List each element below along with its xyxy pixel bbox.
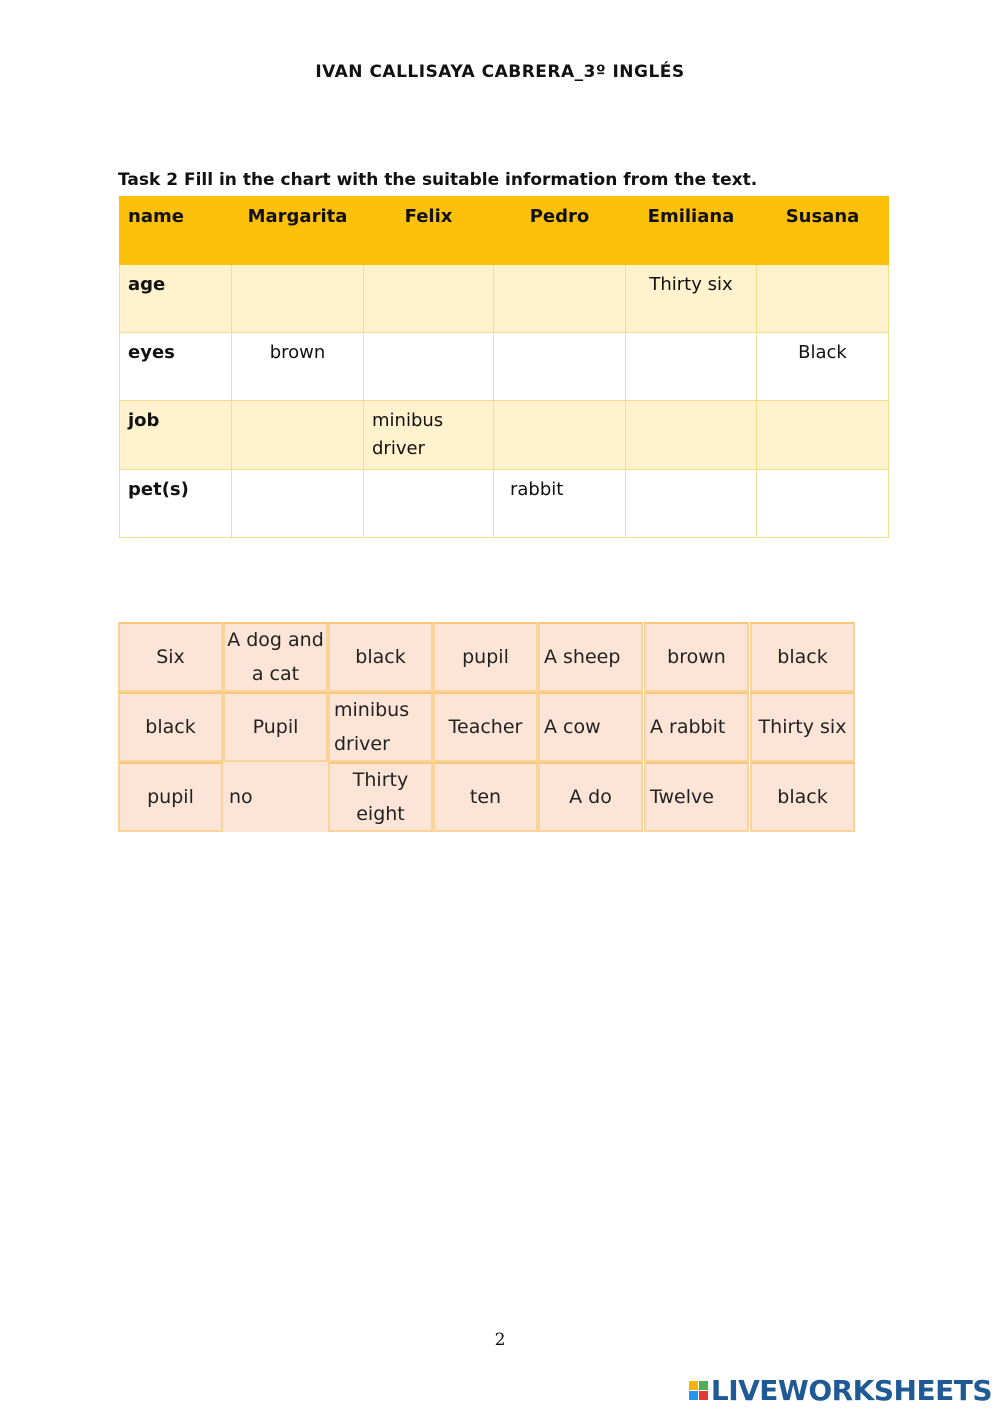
document-title: IVAN CALLISAYA CABRERA_3º INGLÉS — [315, 62, 685, 82]
answer-cell[interactable] — [626, 333, 757, 401]
answer-tile-bank — [118, 622, 858, 834]
answer-cell[interactable]: Thirty six — [626, 265, 757, 333]
answer-cell[interactable] — [364, 470, 494, 538]
answer-tile[interactable]: Six — [118, 622, 223, 692]
answer-cell[interactable] — [757, 470, 889, 538]
row-label: job — [120, 401, 232, 470]
chart-row-eyes — [120, 333, 889, 401]
answer-cell[interactable] — [494, 265, 626, 333]
answer-cell[interactable] — [232, 265, 364, 333]
information-chart — [119, 196, 889, 538]
answer-tile[interactable]: Pupil — [223, 692, 328, 762]
answer-cell[interactable] — [364, 333, 494, 401]
page-number: 2 — [494, 1330, 506, 1350]
header-cell: Felix — [364, 197, 494, 265]
header-cell: Pedro — [494, 197, 626, 265]
row-label: eyes — [120, 333, 232, 401]
answer-cell[interactable] — [757, 401, 889, 470]
answer-tile[interactable]: ten — [433, 762, 538, 832]
answer-tile[interactable]: minibus driver — [328, 692, 433, 762]
header-cell: Margarita — [232, 197, 364, 265]
row-label: age — [120, 265, 232, 333]
answer-cell[interactable] — [494, 401, 626, 470]
answer-cell[interactable] — [232, 470, 364, 538]
answer-tile[interactable]: Teacher — [433, 692, 538, 762]
answer-cell[interactable] — [757, 265, 889, 333]
answer-cell[interactable] — [626, 470, 757, 538]
chart-row-pets — [120, 470, 889, 538]
answer-tile[interactable]: A cow — [538, 692, 643, 762]
logo-mark-icon — [689, 1381, 708, 1400]
answer-tile[interactable]: Thirty eight — [328, 762, 433, 832]
chart-header-row — [120, 197, 889, 265]
answer-tile[interactable]: A rabbit — [644, 692, 749, 762]
answer-cell[interactable] — [232, 401, 364, 470]
answer-tile[interactable]: black — [750, 762, 855, 832]
answer-tile[interactable]: Thirty six — [750, 692, 855, 762]
answer-cell[interactable]: minibus driver — [364, 401, 494, 470]
liveworksheets-logo — [689, 1374, 992, 1407]
chart-row-job — [120, 401, 889, 470]
answer-tile[interactable]: A do — [538, 762, 643, 832]
answer-tile[interactable]: A sheep — [538, 622, 643, 692]
answer-tile[interactable]: pupil — [118, 762, 223, 832]
task-instruction: Task 2 Fill in the chart with the suitable information from the text. — [118, 170, 758, 190]
header-cell: Emiliana — [626, 197, 757, 265]
brand-name: LIVEWORKSHEETS — [710, 1374, 992, 1407]
answer-tile[interactable]: Twelve — [644, 762, 749, 832]
header-cell: name — [120, 197, 232, 265]
answer-cell[interactable]: rabbit — [494, 470, 626, 538]
answer-cell[interactable] — [364, 265, 494, 333]
answer-cell[interactable] — [626, 401, 757, 470]
answer-tile[interactable]: black — [328, 622, 433, 692]
answer-tile[interactable]: black — [750, 622, 855, 692]
answer-tile[interactable]: no — [223, 762, 328, 832]
answer-tile[interactable]: black — [118, 692, 223, 762]
row-label: pet(s) — [120, 470, 232, 538]
answer-cell[interactable]: brown — [232, 333, 364, 401]
answer-tile[interactable]: A dog and a cat — [223, 622, 328, 692]
header-cell: Susana — [757, 197, 889, 265]
answer-tile[interactable]: brown — [644, 622, 749, 692]
answer-cell[interactable]: Black — [757, 333, 889, 401]
chart-row-age — [120, 265, 889, 333]
answer-cell[interactable] — [494, 333, 626, 401]
answer-tile[interactable]: pupil — [433, 622, 538, 692]
